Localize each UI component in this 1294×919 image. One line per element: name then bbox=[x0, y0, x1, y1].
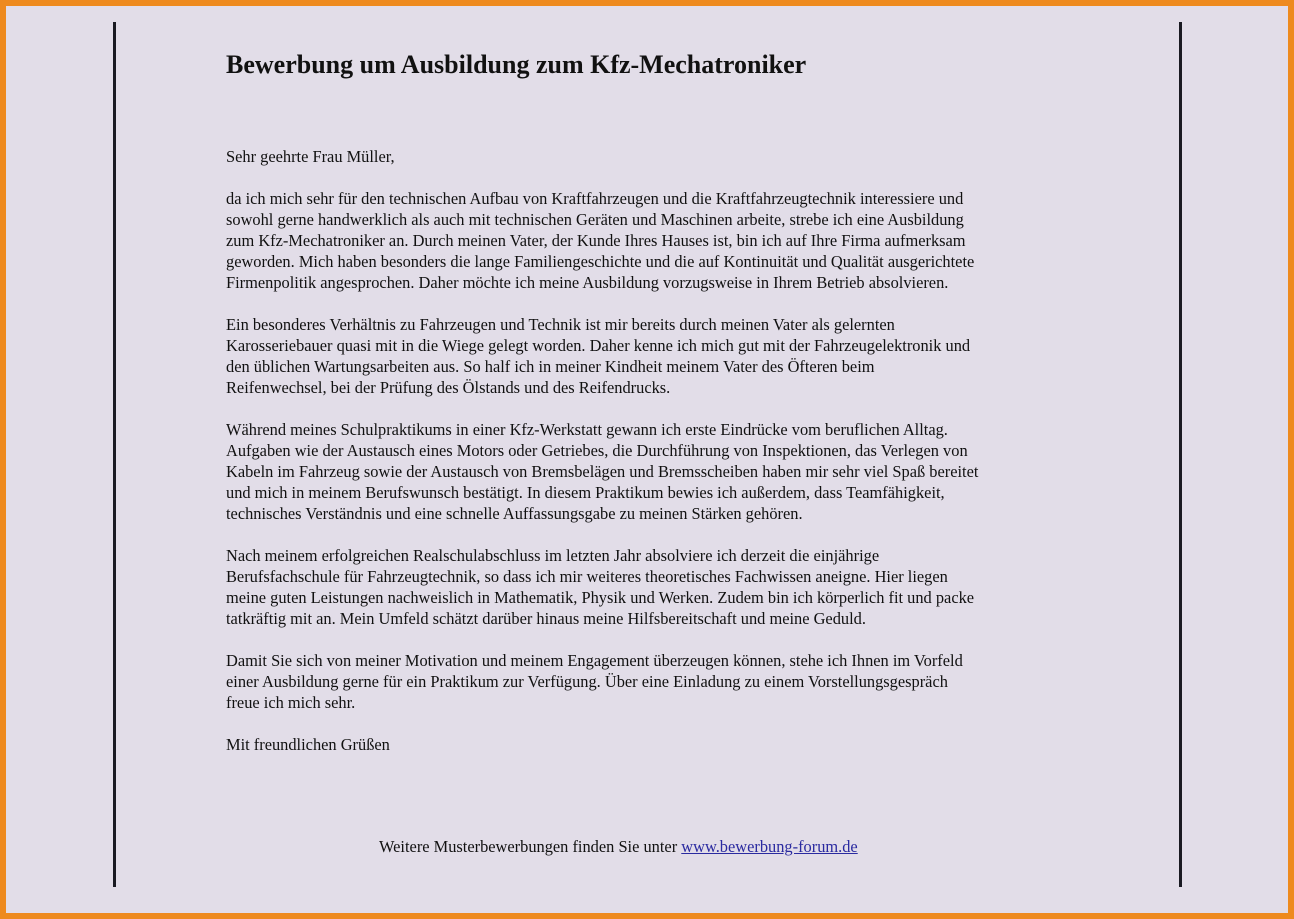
text-line: Berufsfachschule für Fahrzeugtechnik, so dass ich mir weiteres theoretisches Fachwissen aneigne. Hier liegen bbox=[226, 567, 948, 586]
paragraph bbox=[226, 314, 978, 398]
text-line: tatkräftig mit an. Mein Umfeld schätzt darüber hinaus meine Hilfsbereitschaft und meine Geduld. bbox=[226, 609, 866, 628]
paragraph bbox=[226, 545, 978, 629]
text-line: Während meines Schulpraktikums in einer Kfz-Werkstatt gewann ich erste Eindrücke vom beruflichen Alltag. bbox=[226, 420, 948, 439]
letter-title: Bewerbung um Ausbildung zum Kfz-Mechatroniker bbox=[226, 50, 807, 79]
text-line: Karosseriebauer quasi mit in die Wiege gelegt worden. Daher kenne ich mich gut mit der Fahrzeugelektronik und bbox=[226, 336, 971, 355]
footer-text: Weitere Musterbewerbungen finden Sie unter bbox=[379, 837, 682, 856]
paragraph bbox=[226, 419, 978, 524]
text-line: Aufgaben wie der Austausch eines Motors oder Getriebes, die Durchführung von Inspektionen, das Verlegen von bbox=[226, 441, 968, 460]
footer bbox=[379, 836, 858, 857]
text-line: freue ich mich sehr. bbox=[226, 693, 356, 712]
text-line: geworden. Mich haben besonders die lange Familiengeschichte und die auf Kontinuität und Qualität ausgerichtete bbox=[226, 252, 975, 271]
text-line: Firmenpolitik angesprochen. Daher möchte ich meine Ausbildung vorzugsweise in Ihrem Betrieb absolvieren. bbox=[226, 273, 949, 292]
left-margin-rule bbox=[113, 22, 116, 887]
letter-body bbox=[226, 146, 978, 776]
text-line: zum Kfz-Mechatroniker an. Durch meinen Vater, der Kunde Ihres Hauses ist, bin ich auf Ihre Firma aufmerksam bbox=[226, 231, 966, 250]
text-line: Nach meinem erfolgreichen Realschulabschluss im letzten Jahr absolviere ich derzeit die einjährige bbox=[226, 546, 880, 565]
text-line: und mich in meinem Berufswunsch bestätigt. In diesem Praktikum bewies ich außerdem, dass Teamfähigkeit, bbox=[226, 483, 945, 502]
text-line: da ich mich sehr für den technischen Aufbau von Kraftfahrzeugen und die Kraftfahrzeugtechnik interessiere und bbox=[226, 189, 964, 208]
text-line: Damit Sie sich von meiner Motivation und meinem Engagement überzeugen können, stehe ich Ihnen im Vorfeld bbox=[226, 651, 963, 670]
salutation: Sehr geehrte Frau Müller, bbox=[226, 147, 395, 166]
text-line: technisches Verständnis und eine schnelle Auffassungsgabe zu meinen Stärken gehören. bbox=[226, 504, 803, 523]
right-margin-rule bbox=[1179, 22, 1182, 887]
text-line: den üblichen Wartungsarbeiten aus. So half ich in meiner Kindheit meinem Vater des Öfteren beim bbox=[226, 357, 875, 376]
text-line: Reifenwechsel, bei der Prüfung des Ölstands und des Reifendrucks. bbox=[226, 378, 671, 397]
text-line: sowohl gerne handwerklich als auch mit technischen Geräten und Maschinen arbeite, strebe ich eine Ausbildung bbox=[226, 210, 964, 229]
document-page bbox=[6, 6, 1288, 913]
text-line: meine guten Leistungen nachweislich in Mathematik, Physik und Werken. Zudem bin ich körperlich fit und packe bbox=[226, 588, 975, 607]
text-line: Kabeln im Fahrzeug sowie der Austausch von Bremsbelägen und Bremsscheiben haben mir sehr viel Spaß bereitet bbox=[226, 462, 979, 481]
footer-link[interactable]: www.bewerbung-forum.de bbox=[681, 837, 858, 856]
paragraph bbox=[226, 650, 978, 713]
closing: Mit freundlichen Grüßen bbox=[226, 735, 390, 754]
paragraph bbox=[226, 188, 978, 293]
text-line: Ein besonderes Verhältnis zu Fahrzeugen und Technik ist mir bereits durch meinen Vater als gelernten bbox=[226, 315, 895, 334]
text-line: einer Ausbildung gerne für ein Praktikum zur Verfügung. Über eine Einladung zu einem Vorstellungsgespräch bbox=[226, 672, 948, 691]
